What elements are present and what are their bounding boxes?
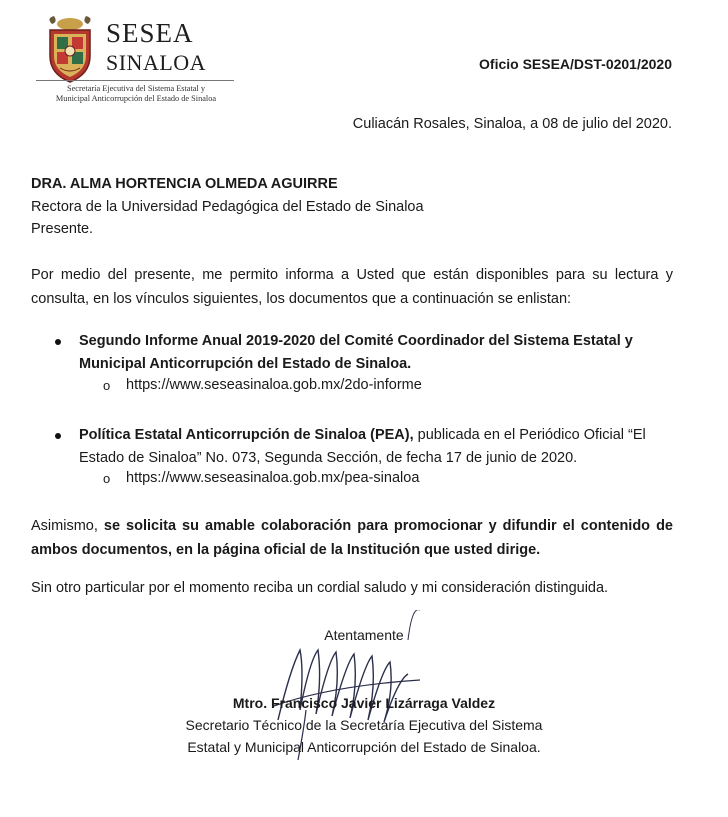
sinaloa-seal-icon <box>44 14 96 84</box>
document-link[interactable]: https://www.seseasinaloa.gob.mx/pea-sinaloa <box>126 470 420 486</box>
closing-sentence: Sin otro particular por el momento reciba un cordial saludo y mi consideración distinguida. <box>31 580 609 596</box>
signer-position-line2: Estatal y Municipal Anticorrupción del Estado de Sinaloa. <box>187 739 541 755</box>
sub-bullet-icon: o <box>103 378 111 393</box>
letterhead-logo <box>30 8 235 108</box>
recipient-greeting: Presente. <box>31 221 94 237</box>
item-title: Política Estatal Anticorrupción de Sinaloa (PEA), <box>79 427 414 443</box>
recipient-name: DRA. ALMA HORTENCIA OLMEDA AGUIRRE <box>31 176 338 192</box>
request-paragraph <box>31 514 673 562</box>
document-link[interactable]: https://www.seseasinaloa.gob.mx/2do-informe <box>126 377 422 393</box>
signer-position-line1: Secretario Técnico de la Secretaría Ejecutiva del Sistema <box>185 717 543 733</box>
request-bold: se solicita su amable colaboración para promocionar y difundir el contenido de ambos documentos, en la página oficial de la Institución que usted dirige. <box>31 518 673 558</box>
brand-name-line2: SINALOA <box>106 50 207 75</box>
request-lead: Asimismo, <box>31 518 104 534</box>
list-item <box>79 424 673 470</box>
letterhead-subtitle-line2: Municipal Anticorrupción del Estado de Sinaloa <box>55 94 217 103</box>
place-date: Culiacán Rosales, Sinaloa, a 08 de julio del 2020. <box>352 116 672 132</box>
valediction: Atentamente <box>324 627 404 643</box>
letterhead-divider <box>36 80 234 81</box>
bullet-icon <box>55 433 61 439</box>
bullet-icon <box>55 339 61 345</box>
recipient-title: Rectora de la Universidad Pedagógica del Estado de Sinaloa <box>31 199 424 215</box>
letterhead-subtitle <box>48 84 224 104</box>
item-title: Segundo Informe Anual 2019-2020 del Comité Coordinador del Sistema Estatal y Municipal Anticorrupción del Estado de Sinaloa. <box>79 333 633 372</box>
letterhead-subtitle-line1: Secretaría Ejecutiva del Sistema Estatal y <box>67 84 205 93</box>
brand-name-line1: SESEA <box>106 18 194 48</box>
signer-name: Mtro. Francisco Javier Lizárraga Valdez <box>232 695 496 711</box>
item-description: publicada en el Periódico Oficial “El Estado de Sinaloa” No. 073, Segunda Sección, de fecha 17 de junio de 2020. <box>79 427 646 466</box>
sub-bullet-icon: o <box>103 471 111 486</box>
intro-paragraph: Por medio del presente, me permito informa a Usted que están disponibles para su lectura y consulta, en los vínculos siguientes, los documentos que a continuación se enlistan: <box>31 267 673 307</box>
list-item <box>79 330 673 376</box>
reference-number: Oficio SESEA/DST-0201/2020 <box>479 56 672 72</box>
